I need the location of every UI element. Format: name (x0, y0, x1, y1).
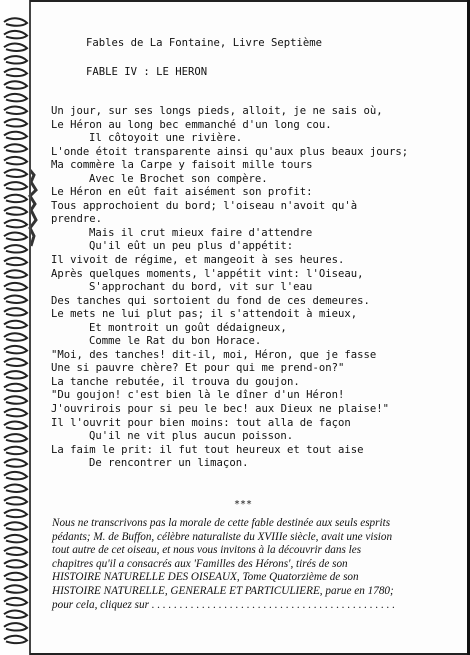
poem-line: La tanche rebutée, il trouva du goujon. (51, 375, 300, 388)
poem-line: Tous approchoient du bord; l'oiseau n'avoit qu'à (51, 199, 358, 212)
poem-line: Il vivoit de régime, et mangeoit à ses heures. (51, 254, 345, 267)
poem-line: Il côtoyoit une rivière. (89, 132, 243, 145)
note-line: tout autre de cet oiseau, et nous vous invitons à la découvrir dans les (52, 544, 362, 557)
poem-line: Ma commère la Carpe y faisoit mille tours (51, 159, 313, 172)
spiral-binding (0, 0, 46, 655)
poem-line: Une si pauvre chère? Et pour qui me prend-on?" (51, 362, 345, 375)
poem-line: Avec le Brochet son compère. (89, 172, 268, 185)
poem-line: prendre. (51, 213, 103, 226)
poem-line: Un jour, sur ses longs pieds, alloit, je ne sais où, (51, 105, 383, 117)
poem-line: Comme le Rat du bon Horace. (89, 335, 262, 348)
fable-title: FABLE IV : LE HERON (86, 66, 208, 78)
poem-line: Des tanches qui sortoient du fond de ces demeures. (51, 294, 370, 307)
poem-line: "Moi, des tanches! dit-il, moi, Héron, que je fasse (51, 348, 377, 361)
note-line: HISTOIRE NATURELLE DES OISEAUX, Tome Quatorzième de son (52, 571, 359, 584)
poem-line: Après quelques moments, l'appétit vint: l'Oiseau, (51, 267, 364, 280)
editor-note (52, 517, 467, 612)
poem-line: L'onde étoit transparente ainsi qu'aux plus beaux jours; (51, 145, 409, 158)
poem-line: Qu'il ne vit plus aucun poisson. (89, 430, 294, 443)
page-top-edge (30, 0, 470, 2)
poem-line: "Du goujon! c'est bien là le dîner d'un Héron! (51, 389, 345, 402)
note-line: Nous ne transcrivons pas la morale de cette fable destinée aux seuls esprits (52, 517, 391, 529)
poem-line: Il l'ouvrit pour bien moins: tout alla de façon (51, 416, 351, 429)
poem-line: Mais il crut mieux faire d'attendre (89, 226, 313, 239)
poem-line: S'approchant du bord, vit sur l'eau (89, 281, 313, 294)
note-line: HISTOIRE NATURELLE, GENERALE ET PARTICULIERE, parue en 1780; (52, 584, 394, 597)
note-link-line[interactable]: pour cela, cliquez sur . . . . . . . . . . . . . . . . . . . . . . . . . . . . . . . . . . . . . . . . . . . . (52, 598, 396, 611)
poem-line: Le mets ne lui plut pas; il s'attendoit à mieux, (51, 308, 358, 321)
poem-line: Le Héron au long bec emmanché d'un long cou. (51, 118, 332, 131)
poem-line: Le Héron en eût fait aisément son profit: (51, 186, 313, 199)
poem-line: Qu'il eût un peu plus d'appétit: (89, 240, 294, 253)
poem-line: La faim le prit: il fut tout heureux et tout aise (51, 443, 364, 456)
note-line: chapitres qu'il a consacrés aux 'Familles des Hérons', tirés de son (52, 557, 348, 570)
poem-line: De rencontrer un limaçon. (89, 457, 249, 470)
poem-line: J'ouvrirois pour si peu le bec! aux Dieux ne plaise!" (51, 403, 390, 416)
poem-line: Et montroit un goût dédaigneux, (89, 321, 287, 334)
page-title: Fables de La Fontaine, Livre Septième (86, 37, 322, 49)
separator: *** (234, 499, 253, 510)
poem-text (51, 105, 408, 471)
note-line: pédants; M. de Buffon, célèbre naturaliste du XVIIIe siècle, avait une vision (52, 530, 393, 543)
